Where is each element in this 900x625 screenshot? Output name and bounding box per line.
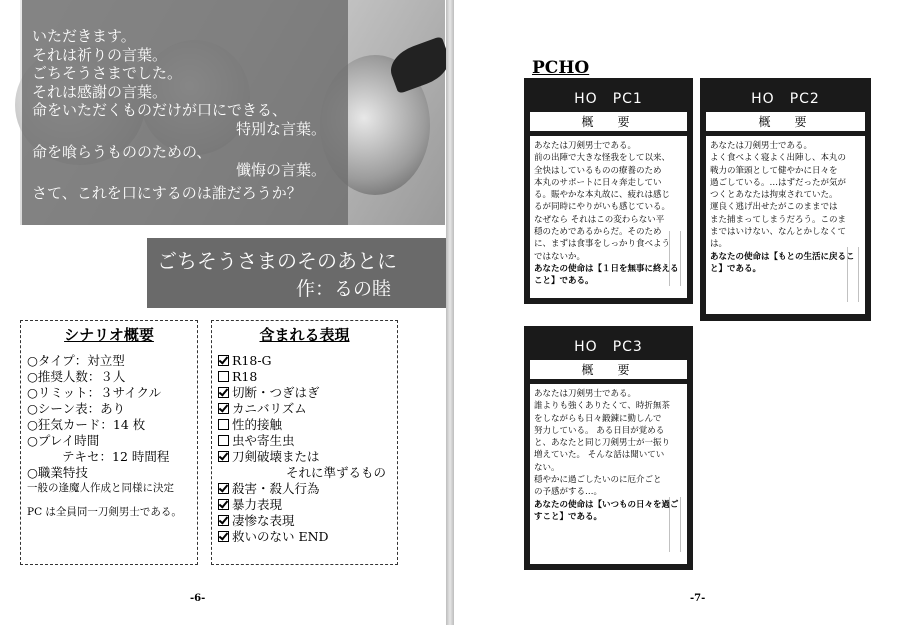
title-band <box>147 238 446 308</box>
card-label: 概 要 <box>706 112 865 131</box>
scenario-heading: シナリオ概要 <box>64 326 154 344</box>
poem-line: 命をいただくものだけが口にできる、 <box>32 101 288 120</box>
card-line: の予感がする…。 <box>534 487 603 498</box>
pc-note: PC は全員同一刀剣男士である。 <box>27 506 182 518</box>
scenario-item: ○推奨人数：３人 <box>27 369 126 384</box>
ho-card-pc2 <box>700 78 871 321</box>
checkbox-empty-icon <box>218 435 229 446</box>
card-title: HO PC2 <box>751 91 820 107</box>
poem-line: 特別な言葉。 <box>235 119 326 138</box>
poem-line: 懺悔の言葉。 <box>235 161 326 180</box>
expression-item: 刀剣破壊または <box>218 449 391 465</box>
card-line: あなたは刀剣男士である。 <box>534 389 637 399</box>
card-line: よく食べよく寝よく出陣し、本丸の <box>710 153 847 164</box>
card-line: と、あなたと同じ刀剣男士が一振り <box>534 438 671 449</box>
poem-line: ごちそうさまでした。 <box>32 64 183 83</box>
scenario-item: ○シーン表：あり <box>27 401 126 416</box>
poem-line: それは感謝の言葉。 <box>32 82 168 101</box>
content-warnings-box <box>211 320 398 565</box>
checkbox-checked-icon <box>218 483 229 494</box>
expression-continuation: それに準ずるもの <box>286 465 387 480</box>
card-line: 穏のためであるからだ。そのため <box>534 227 662 238</box>
card-line: あなたは刀剣男士である。 <box>710 141 813 151</box>
ho-card-pc1 <box>524 78 693 304</box>
card-line: 本丸のサポートに日々奔走してい <box>534 177 662 188</box>
expression-item: 暴力表現 <box>218 497 391 513</box>
fork-icon <box>847 247 859 302</box>
playtime-detail: テキセ：12 時間程 <box>62 449 170 464</box>
poem-line: さて、これを口にするのは誰だろうか？ <box>32 183 302 202</box>
card-line: なぜなら それはこの変わらない平 <box>534 214 665 225</box>
card-mission: あなたの使命は【もとの生活に戻ること】である。 <box>710 251 855 274</box>
card-line: まではいけない、なんとかしなくて <box>710 227 847 238</box>
scenario-item: ○プレイ時間 <box>27 433 100 448</box>
card-body <box>530 384 687 564</box>
card-line: る。賑やかな本丸故に、疲れは感じ <box>534 190 671 201</box>
card-line: また捕まってしまうだろう。このま <box>710 214 847 225</box>
poem-line: いただきます。 <box>32 27 136 45</box>
fork-icon <box>669 231 681 286</box>
card-line: 誰よりも強くありたくて、時折無茶 <box>534 401 670 412</box>
card-line: るが同時にやりがいも感じている。 <box>534 202 671 213</box>
card-line: をしながらも日々鍛錬に勤しんで <box>534 413 662 424</box>
skill-label: ○職業特技 <box>27 465 88 480</box>
right-page <box>454 0 900 625</box>
pcho-heading: PCHO <box>532 58 590 78</box>
card-line: 戦力の筆頭として健やかに日々を <box>710 165 838 176</box>
card-line: 運良く逃げ出せたがこのままでは <box>710 202 838 213</box>
card-line: ではないか。 <box>534 251 586 262</box>
checkbox-checked-icon <box>218 515 229 526</box>
scenario-item: ○タイプ：対立型 <box>27 353 125 368</box>
checkbox-checked-icon <box>218 451 229 462</box>
poem-line: 命を喰らうもののための、 <box>32 142 212 161</box>
card-line: 全快はしているものの療養のため <box>534 165 662 176</box>
expressions-heading: 含まれる表現 <box>259 326 350 344</box>
expression-item: 性的接触 <box>218 417 391 433</box>
card-line: 努力している。 ある日目が覚める <box>534 425 665 436</box>
card-title: HO PC3 <box>574 339 643 355</box>
checkbox-checked-icon <box>218 355 229 366</box>
expression-item: 救いのない END <box>218 529 391 545</box>
expression-item: R18-G <box>218 353 391 369</box>
card-body <box>706 136 865 314</box>
scenario-title: ごちそうさまのそのあとに <box>157 249 397 273</box>
card-line: ない。 <box>534 462 560 473</box>
expression-item: カニバリズム <box>218 401 391 417</box>
card-line: 穏やかに過ごしたいのに厄介ごと <box>534 475 662 486</box>
card-label: 概 要 <box>530 112 687 131</box>
card-line: 前の出陣で大きな怪我をして以来、 <box>534 153 671 164</box>
card-body <box>530 136 687 298</box>
expression-item: 切断・つぎはぎ <box>218 385 391 401</box>
card-line: あなたは刀剣男士である。 <box>534 141 637 151</box>
scenario-overview-box <box>20 320 198 565</box>
card-line: に、まずは食事をしっかり食べよう <box>534 239 671 250</box>
card-line: 過ごしている。…はずだったが気が <box>710 177 847 188</box>
author-credit: 作：るの睦 <box>295 278 391 300</box>
checkbox-checked-icon <box>218 531 229 542</box>
checkbox-checked-icon <box>218 403 229 414</box>
ho-card-pc3 <box>524 326 693 570</box>
scenario-item: ○狂気カード：14 枚 <box>27 417 146 432</box>
skill-note: 一般の逢魔人作成と同様に決定 <box>27 482 174 494</box>
book-gutter <box>446 0 454 625</box>
card-label: 概 要 <box>530 360 687 379</box>
card-title: HO PC1 <box>574 91 643 107</box>
cover-poem <box>22 0 348 225</box>
card-mission: あなたの使命は【１日を無事に終えること】である。 <box>534 263 679 287</box>
checkbox-checked-icon <box>218 499 229 510</box>
card-mission: あなたの使命は【いつもの日々を過ごすこと】である。 <box>534 499 679 522</box>
card-line: 増えていた。 そんな話は聞いてい <box>534 450 665 461</box>
page-number: -6- <box>190 593 206 604</box>
expression-item: 凄惨な表現 <box>218 513 391 529</box>
page-number: -7- <box>690 593 706 604</box>
expression-item: 虫や寄生虫 <box>218 433 391 449</box>
fork-icon <box>669 497 681 552</box>
expression-item: 殺害・殺人行為 <box>218 481 391 497</box>
checkbox-checked-icon <box>218 387 229 398</box>
left-page <box>0 0 446 625</box>
expression-item: R18 <box>218 369 391 385</box>
poem-line: それは祈りの言葉。 <box>32 45 168 64</box>
scenario-item: ○リミット：３サイクル <box>27 385 162 400</box>
checkbox-empty-icon <box>218 371 229 382</box>
card-line: は。 <box>710 239 728 250</box>
card-line: つくとあなたは拘束されていた。 <box>710 190 838 201</box>
checkbox-empty-icon <box>218 419 229 430</box>
